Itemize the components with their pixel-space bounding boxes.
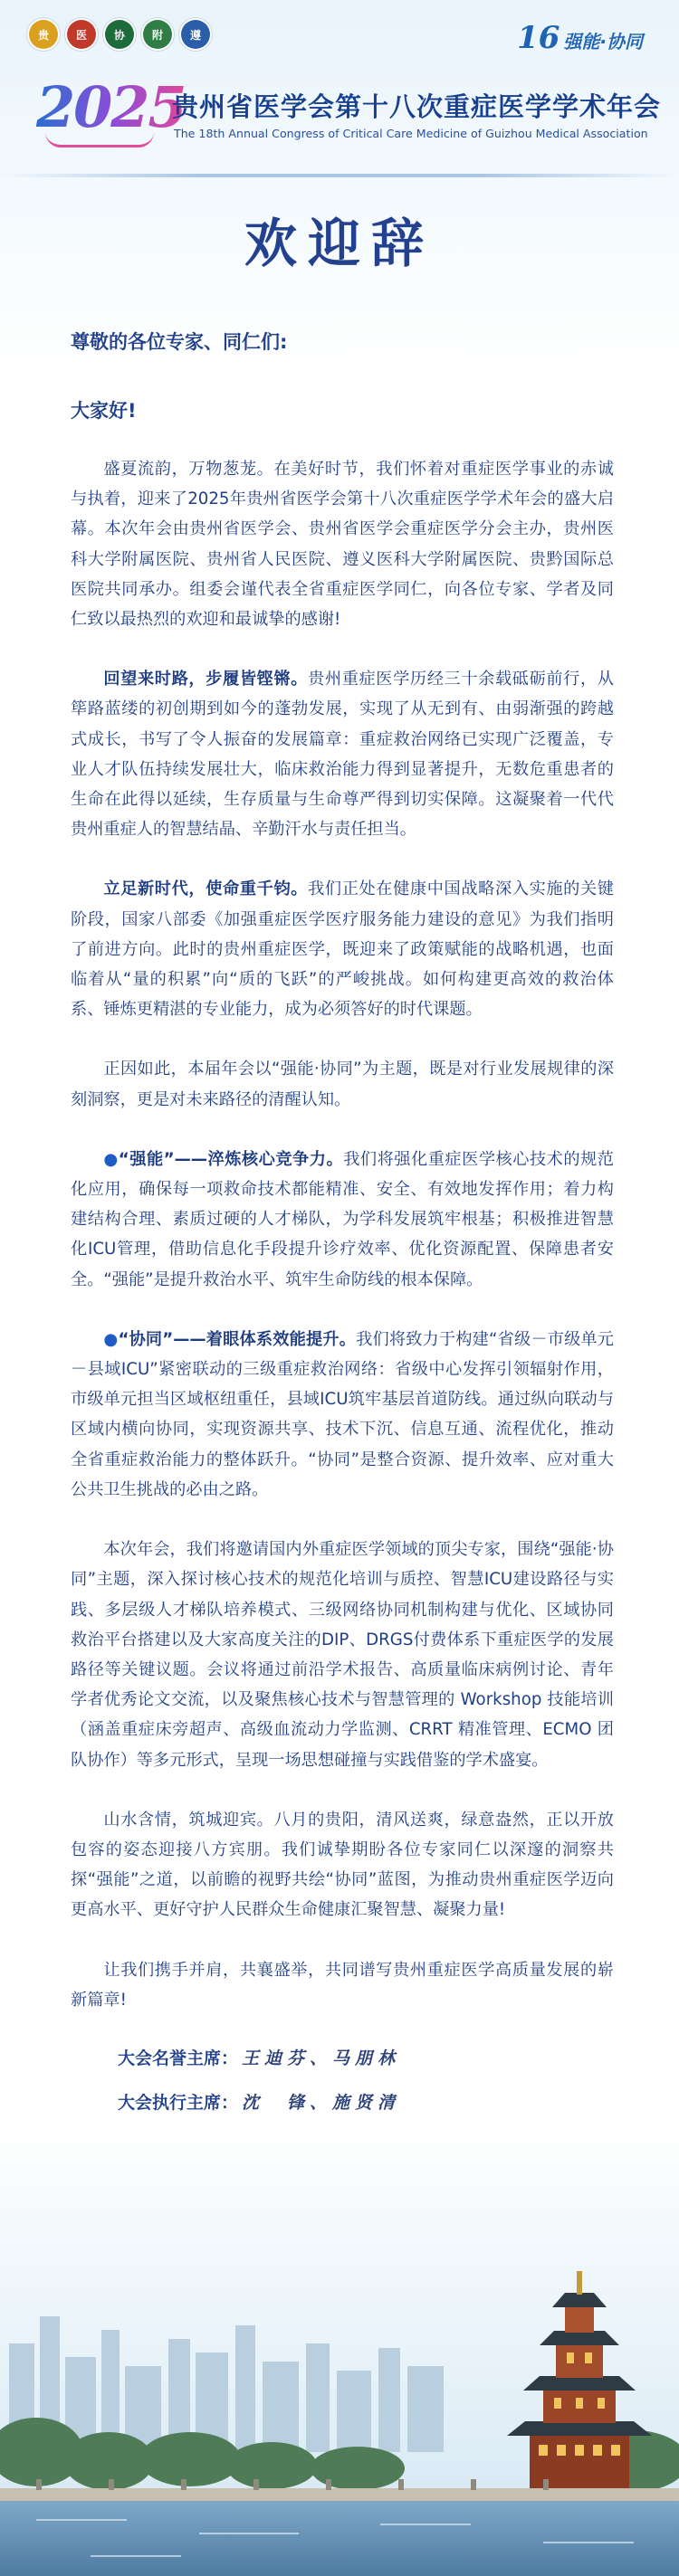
paragraph-synergy-text: 我们将致力于构建“省级－市级单元－县域ICU”紧密联动的三级重症救治网络：省级中心发挥引领辐射作用，市级单元担当区域枢纽重任，县域ICU筑牢基层首道防线。通过纵向联动与区域内横向协同，实现资源共享、技术下沉、信息互通、流程优化，推动全省重症救治能力的整体跃升。“协同”是整合资源、提升效率、应对重大公共卫生挑战的必由之路。: [71, 1329, 614, 1499]
paragraph-agenda: 本次年会，我们将邀请国内外重症医学领域的顶尖专家，围绕“强能·协同”主题，深入探讨核心技术的规范化培训与质控、智慧ICU建设路径与实践、多层级人才梯队培养模式、三级网络协同机制构建与优化、区域协同救治平台搭建以及大家高度关注的DIP、DRGS付费体系下重症医学的发展路径等关键议题。会议将通过前沿学术报告、高质量临床病例讨论、青年学者优秀论文交流，以及聚焦核心技术与智慧管理的 Workshop 技能培训（涵盖重症床旁超声、高级血流动力学监测、CRRT 精准管理、ECMO 团队协作）等多元形式，呈现一场思想碰撞与实践借鉴的学术盛宴。: [71, 1540, 614, 1770]
letter-greeting: 尊敬的各位专家、同仁们:: [71, 331, 288, 353]
organizer-logo-1: 贵: [29, 20, 58, 49]
paragraph-review-text: 贵州重症医学历经三十余载砥砺前行，从筚路蓝缕的初创期到如今的蓬勃发展，实现了从无到有、由弱渐强的跨越式成长，书写了令人振奋的发展篇章：重症救治网络已实现广泛覆盖，专业人才队伍持续发展壮大，临床救治能力得到显著提升，无数危重患者的生命在此得以延续，生存质量与生命尊严得到切实保障。这凝聚着一代代贵州重症人的智慧结晶、辛勤汗水与责任担当。: [71, 670, 614, 840]
paragraph-review: [71, 664, 614, 844]
congress-title-en: The 18th Annual Congress of Critical Care Medicine of Guizhou Medical Association: [174, 127, 648, 140]
paragraph-synergy-lead: “协同”——着眼体系效能提升。: [118, 1329, 357, 1349]
paragraph-closing: 让我们携手并肩，共襄盛举，共同谱写贵州重症医学高质量发展的崭新篇章!: [71, 1960, 614, 2010]
signature-names: 沈 锋、施贤清: [242, 2092, 401, 2113]
organizer-logo-5: 遵: [181, 20, 210, 49]
bullet-icon: ●: [103, 1149, 119, 1169]
paragraph-strength-lead: “强能”——淬炼核心竞争力。: [118, 1149, 344, 1169]
paragraph-synergy: [71, 1325, 614, 1505]
signature-executive-chair: [118, 2089, 614, 2114]
paragraph-mission-lead: 立足新时代，使命重千钧。: [103, 879, 309, 899]
paragraph-strength-text: 我们将强化重症医学核心技术的规范化应用，确保每一项救命技术都能精准、安全、有效地发挥作用；着力构建结构合理、素质过硬的人才梯队，为学科发展筑牢根基；积极推进智慧化ICU管理，借助信息化手段提升诊疗效率、优化资源配置、保障患者安全。“强能”是提升救治水平、筑牢生命防线的根本保障。: [71, 1149, 614, 1289]
congress-header: [0, 0, 679, 181]
header-divider: [0, 174, 679, 177]
letter-salute: 大家好!: [71, 400, 137, 422]
page-title: 欢迎辞: [244, 213, 435, 274]
organizer-logos: [29, 20, 210, 49]
paragraph-invitation: 山水含情，筑城迎宾。八月的贵阳，清风送爽，绿意盎然，正以开放包容的姿态迎接八方宾朋。我们诚挚期盼各位专家同仁以深邃的洞察共探“强能”之道，以前瞻的视野共绘“协同”蓝图，为推动贵州重症医学迈向更高水平、更好守护人民群众生命健康汇聚智慧、凝聚力量!: [71, 1810, 614, 1920]
theme-logo-words: 强能·协同: [563, 31, 643, 52]
paragraph-mission-text: 我们正处在健康中国战略深入实施的关键阶段，国家八部委《加强重症医学医疗服务能力建设的意见》为我们指明了前进方向。此时的贵州重症医学，既迎来了政策赋能的战略机遇，也面临着从“量的积累”向“质的飞跃”的严峻挑战。如何构建更高效的救治体系、锤炼更精湛的专业能力，成为必须答好的时代课题。: [71, 879, 614, 1020]
organizer-logo-4: 附: [143, 20, 172, 49]
congress-title-cn: 贵州省医学会第十八次重症医学学术年会: [172, 91, 662, 122]
guiyang-skyline-illustration: [0, 2208, 679, 2576]
paragraph-review-lead: 回望来时路，步履皆铿锵。: [103, 670, 309, 689]
theme-logo-number: 16: [517, 20, 560, 56]
theme-logo: [517, 20, 643, 56]
signature-role: 大会名誉主席：: [118, 2048, 239, 2068]
signature-role: 大会执行主席：: [118, 2092, 239, 2113]
signature-honorary-chair: [118, 2045, 614, 2069]
year-logo: [36, 74, 186, 156]
bullet-icon: ●: [103, 1329, 119, 1349]
signature-block: [71, 2045, 614, 2114]
signature-names: 王迪芬、马朋林: [242, 2048, 401, 2068]
paragraph-opening: 盛夏流韵，万物葱茏。在美好时节，我们怀着对重症医学事业的赤诚与执着，迎来了2025年贵州省医学会第十八次重症医学学术年会的盛大启幕。本次年会由贵州省医学会、贵州省医学会重症医学分会主办，贵州医科大学附属医院、贵州省人民医院、遵义医科大学附属医院、贵黔国际总医院共同承办。组委会谨代表全省重症医学同仁，向各位专家、学者及同仁致以最热烈的欢迎和最诚挚的感谢!: [71, 460, 614, 630]
year-swoosh-decoration: [45, 132, 154, 147]
organizer-logo-3: 协: [105, 20, 134, 49]
organizer-logo-2: 医: [67, 20, 96, 49]
river-water: [0, 2501, 679, 2576]
paragraph-mission: [71, 874, 614, 1024]
welcome-letter: [71, 328, 614, 2134]
paragraph-strength: [71, 1145, 614, 1295]
paragraph-theme: 正因如此，本届年会以“强能·协同”为主题，既是对行业发展规律的深刻洞察，更是对未来路径的清醒认知。: [71, 1060, 614, 1109]
year-logo-text: 2025: [36, 74, 186, 140]
